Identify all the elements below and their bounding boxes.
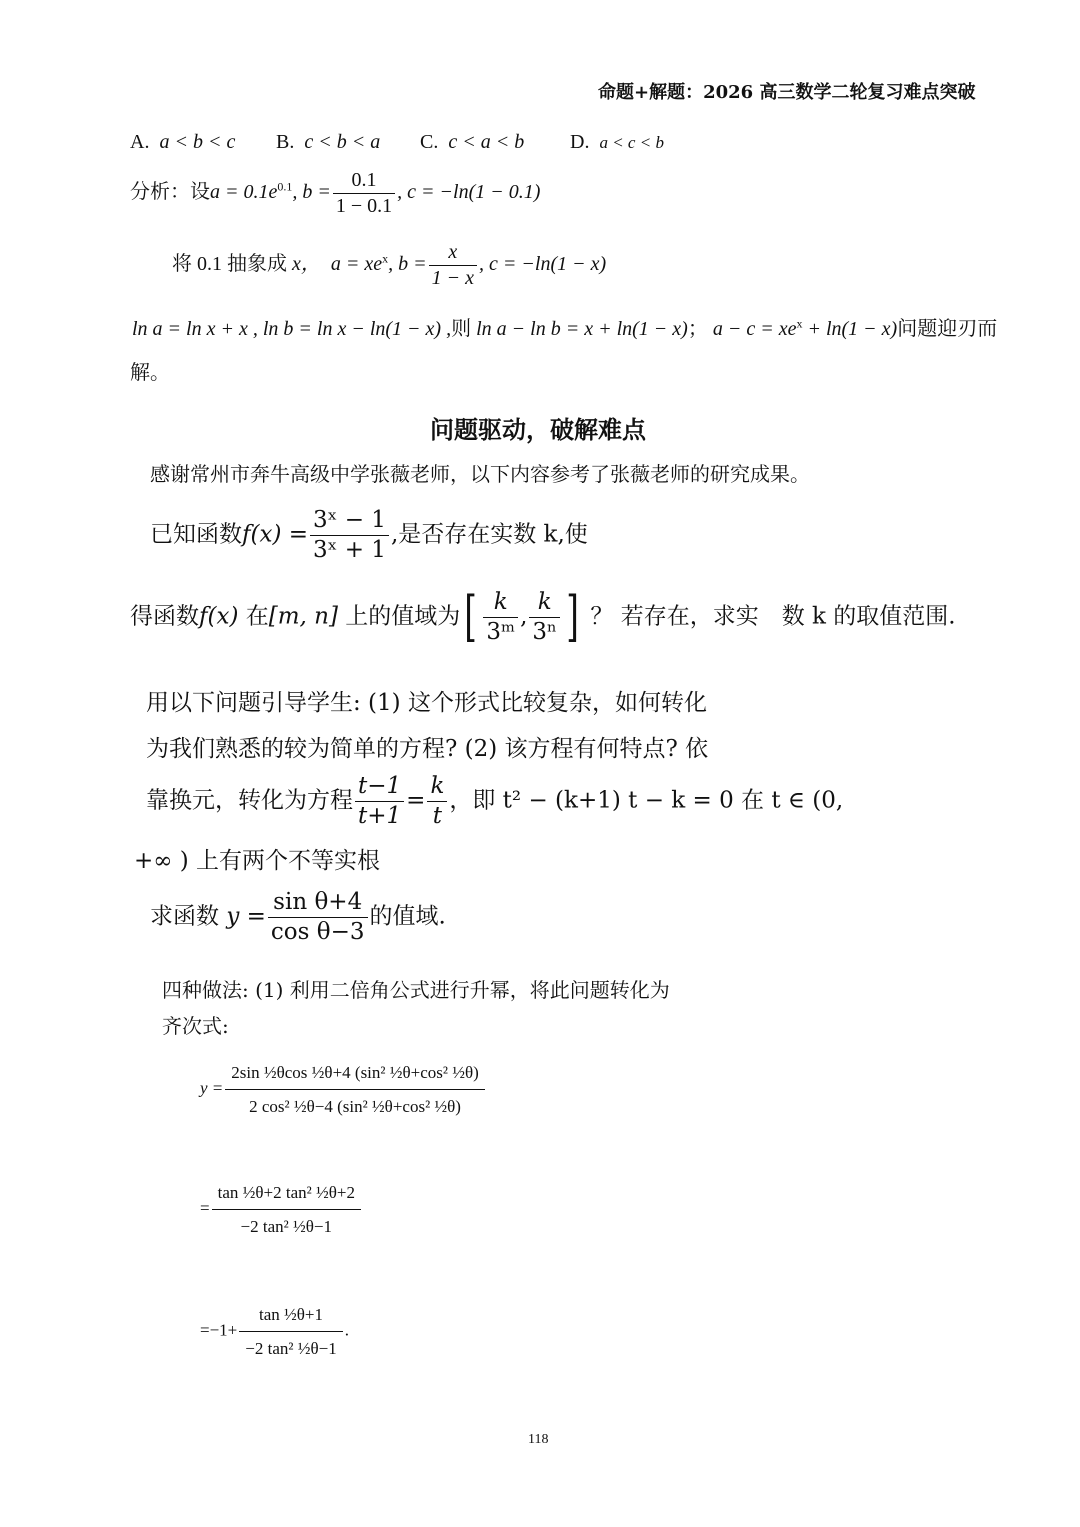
option-d: D. a < c < b [570, 131, 664, 153]
equation-1: y = $\frac{\text{2sin ½θcos ½θ+4 (sin² ½θ+cos² ½θ)}}{\text{2 cos² ½θ−4 (sin² ½θ+cos² ½θ)}}$ [200, 1056, 487, 1124]
analysis-line-2: 将 0.1 抽象成 x， $a = xe^x$, b = $\frac{x}{1 - x}$ , c = −ln(1 − x) [172, 241, 607, 289]
method-line-2: 齐次式: [162, 1014, 229, 1038]
guide-line-2: 为我们熟悉的较为简单的方程? (2) 该方程有何特点? 依 [146, 736, 709, 762]
fraction-t: $\frac{t-1}{t+1}$ [355, 772, 404, 831]
method-line-1: 四种做法: (1) 利用二倍角公式进行升幂，将此问题转化为 [162, 978, 670, 1002]
problem-2: 求函数 y = $\frac{\text{sin θ+4}}{\text{cos θ−3}}$ 的值域. [150, 889, 446, 945]
guide-line-3: 靠换元，转化为方程 $\frac{t-1}{t+1}$ = $\frac{k}{t}$ ，即 t² − (k+1) t − k = 0 在 t ∈ (0, [146, 773, 844, 829]
fraction-k-3n: $\frac{k}{\text{3ⁿ}}$ [529, 588, 560, 647]
fraction-b: $\frac{0.1}{1 - 0.1}$ [333, 168, 395, 219]
section-heading: 问题驱动，破解难点 [430, 416, 646, 444]
fraction-bx: $\frac{x}{1 - x}$ [429, 240, 477, 291]
problem-1-line-1: 已知函数f(x) = $\frac{\text{3ˣ − 1}}{\text{3ˣ + 1}}$ ,是否存在实数 k,使 [150, 507, 588, 563]
fraction-sin-cos: $\frac{\text{sin θ+4}}{\text{cos θ−3}}$ [268, 888, 368, 947]
analysis-line-4: 解。 [130, 360, 170, 384]
equation-2: = $\frac{\text{tan ½θ+2 tan² ½θ+2}}{\text{−2 tan² ½θ−1}}$ [200, 1176, 363, 1244]
fraction-fx: $\frac{\text{3ˣ − 1}}{\text{3ˣ + 1}}$ [310, 506, 389, 565]
problem-1-line-2: 得函数f(x) 在[m, n] 上的值域为[ $\frac{k}{\text{3ᵐ}}$ , $\frac{k}{\text{3ⁿ}}$ ] ？ 若存在，求实 数 k 的取值范围. [130, 585, 956, 649]
equation-3: =−1+ $\frac{\text{tan ½θ+1}}{\text{−2 tan² ½θ−1}}$ . [200, 1298, 349, 1366]
option-b: B. c < b < a [276, 131, 381, 153]
acknowledgement: 感谢常州市奔牛高级中学张薇老师，以下内容参考了张薇老师的研究成果。 [150, 462, 810, 486]
guide-line-1: 用以下问题引导学生: (1) 这个形式比较复杂，如何转化 [146, 690, 707, 716]
fraction-k-3m: $\frac{k}{\text{3ᵐ}}$ [483, 588, 518, 647]
guide-line-4: +∞ ) 上有两个不等实根 [134, 848, 381, 874]
page-number: 118 [528, 1432, 549, 1447]
option-c: C. c < a < b [420, 131, 525, 153]
running-header: 命题+解题：2026 高三数学二轮复习难点突破 [598, 82, 976, 103]
fraction-eq2: $\frac{\text{tan ½θ+2 tan² ½θ+2}}{\text{−2 tan² ½θ−1}}$ [212, 1176, 361, 1244]
fraction-eq3: $\frac{\text{tan ½θ+1}}{\text{−2 tan² ½θ−1}}$ [239, 1298, 342, 1366]
fraction-eq1: $\frac{\text{2sin ½θcos ½θ+4 (sin² ½θ+cos² ½θ)}}{\text{2 cos² ½θ−4 (sin² ½θ+cos² ½θ)}}$ [225, 1056, 485, 1124]
fraction-k-t: $\frac{k}{t}$ [427, 772, 447, 831]
analysis-line-1: 分析：设$a = 0.1e^{0.1}$, b = $\frac{0.1}{1 - 0.1}$ , c = −ln(1 − 0.1) [130, 169, 541, 217]
analysis-line-3: ln a = ln x + x , ln b = ln x − ln(1 − x) ,则 ln a − ln b = x + ln(1 − x)； $a - c = xe^x + \ln(1 - x)$问题迎刃而 [132, 316, 998, 340]
option-a: A. a < b < c [130, 131, 236, 153]
